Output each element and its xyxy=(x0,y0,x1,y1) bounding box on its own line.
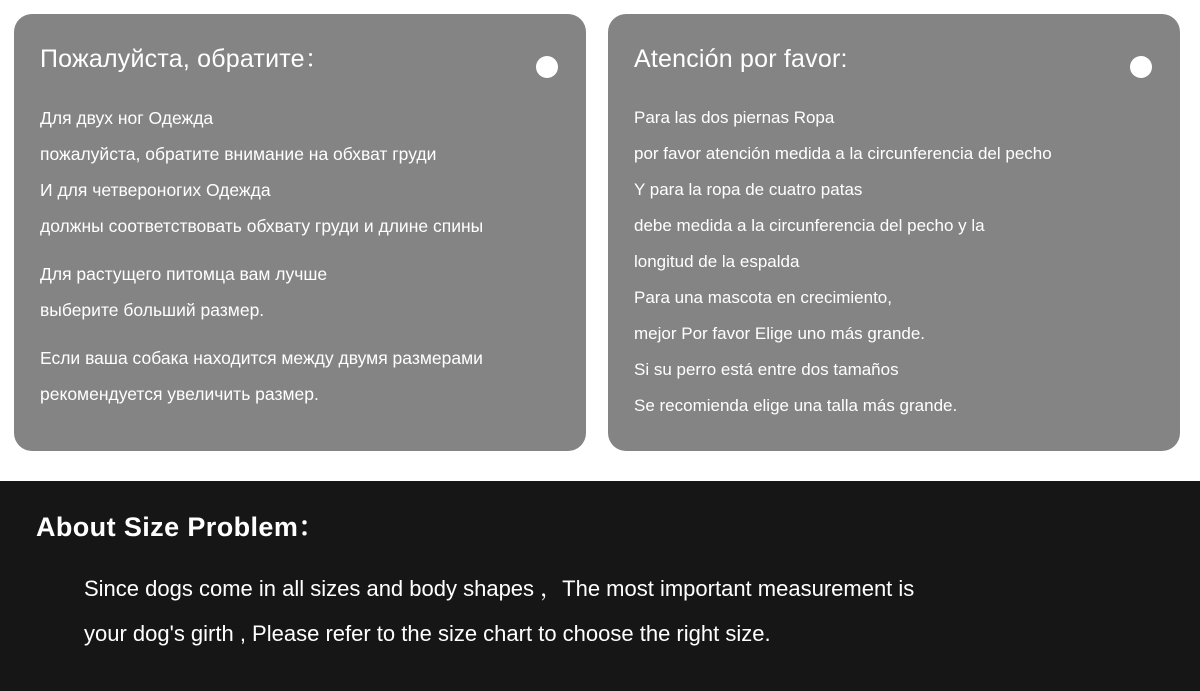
bullet-dot-icon xyxy=(1130,56,1152,78)
notice-line: рекомендуется увеличить размер. xyxy=(40,384,319,404)
notice-line: Si su perro está entre dos tamaños xyxy=(634,360,899,379)
notice-line: debe medida a la circunferencia del pecho y la xyxy=(634,216,985,235)
notice-line: Para las dos piernas Ropa xyxy=(634,108,835,127)
notice-line: Para una mascota en crecimiento, xyxy=(634,288,892,307)
notice-line: Для растущего питомца вам лучше xyxy=(40,264,328,284)
banner-title: About Size Problem： xyxy=(36,512,326,542)
notice-card-title: Пожалуйста, обратите： xyxy=(40,45,330,73)
notice-line: mejor Por favor Elige uno más grande. xyxy=(634,324,926,343)
notice-line: пожалуйста, обратите внимание на обхват груди xyxy=(40,144,437,164)
notice-line: Y para la ropa de cuatro patas xyxy=(634,180,863,199)
notice-card-lines xyxy=(40,100,562,412)
notice-line: должны соответствовать обхвату груди и длине спины xyxy=(40,216,484,236)
banner-line: your dog's girth , Please refer to the size chart to choose the right size. xyxy=(84,621,771,646)
notice-card-lines xyxy=(634,100,1156,424)
notice-line: longitud de la espalda xyxy=(634,252,800,271)
notice-line: выберите больший размер. xyxy=(40,300,265,320)
notice-line: por favor atención medida a la circunferencia del pecho xyxy=(634,144,1052,163)
notice-line: И для четвероногих Одежда xyxy=(40,180,271,200)
notice-card-russian xyxy=(14,14,586,451)
banner-line: Since dogs come in all sizes and body shapes ，The most important measurement is xyxy=(84,576,915,601)
notice-line: Для двух ног Одежда xyxy=(40,108,214,128)
notice-card-title: Atención por favor: xyxy=(634,45,848,73)
bullet-dot-icon xyxy=(536,56,558,78)
notice-line: Se recomienda elige una talla más grande. xyxy=(634,396,958,415)
notice-card-spanish xyxy=(608,14,1180,451)
notice-line: Если ваша собака находится между двумя размерами xyxy=(40,348,483,368)
about-size-banner xyxy=(0,481,1200,691)
